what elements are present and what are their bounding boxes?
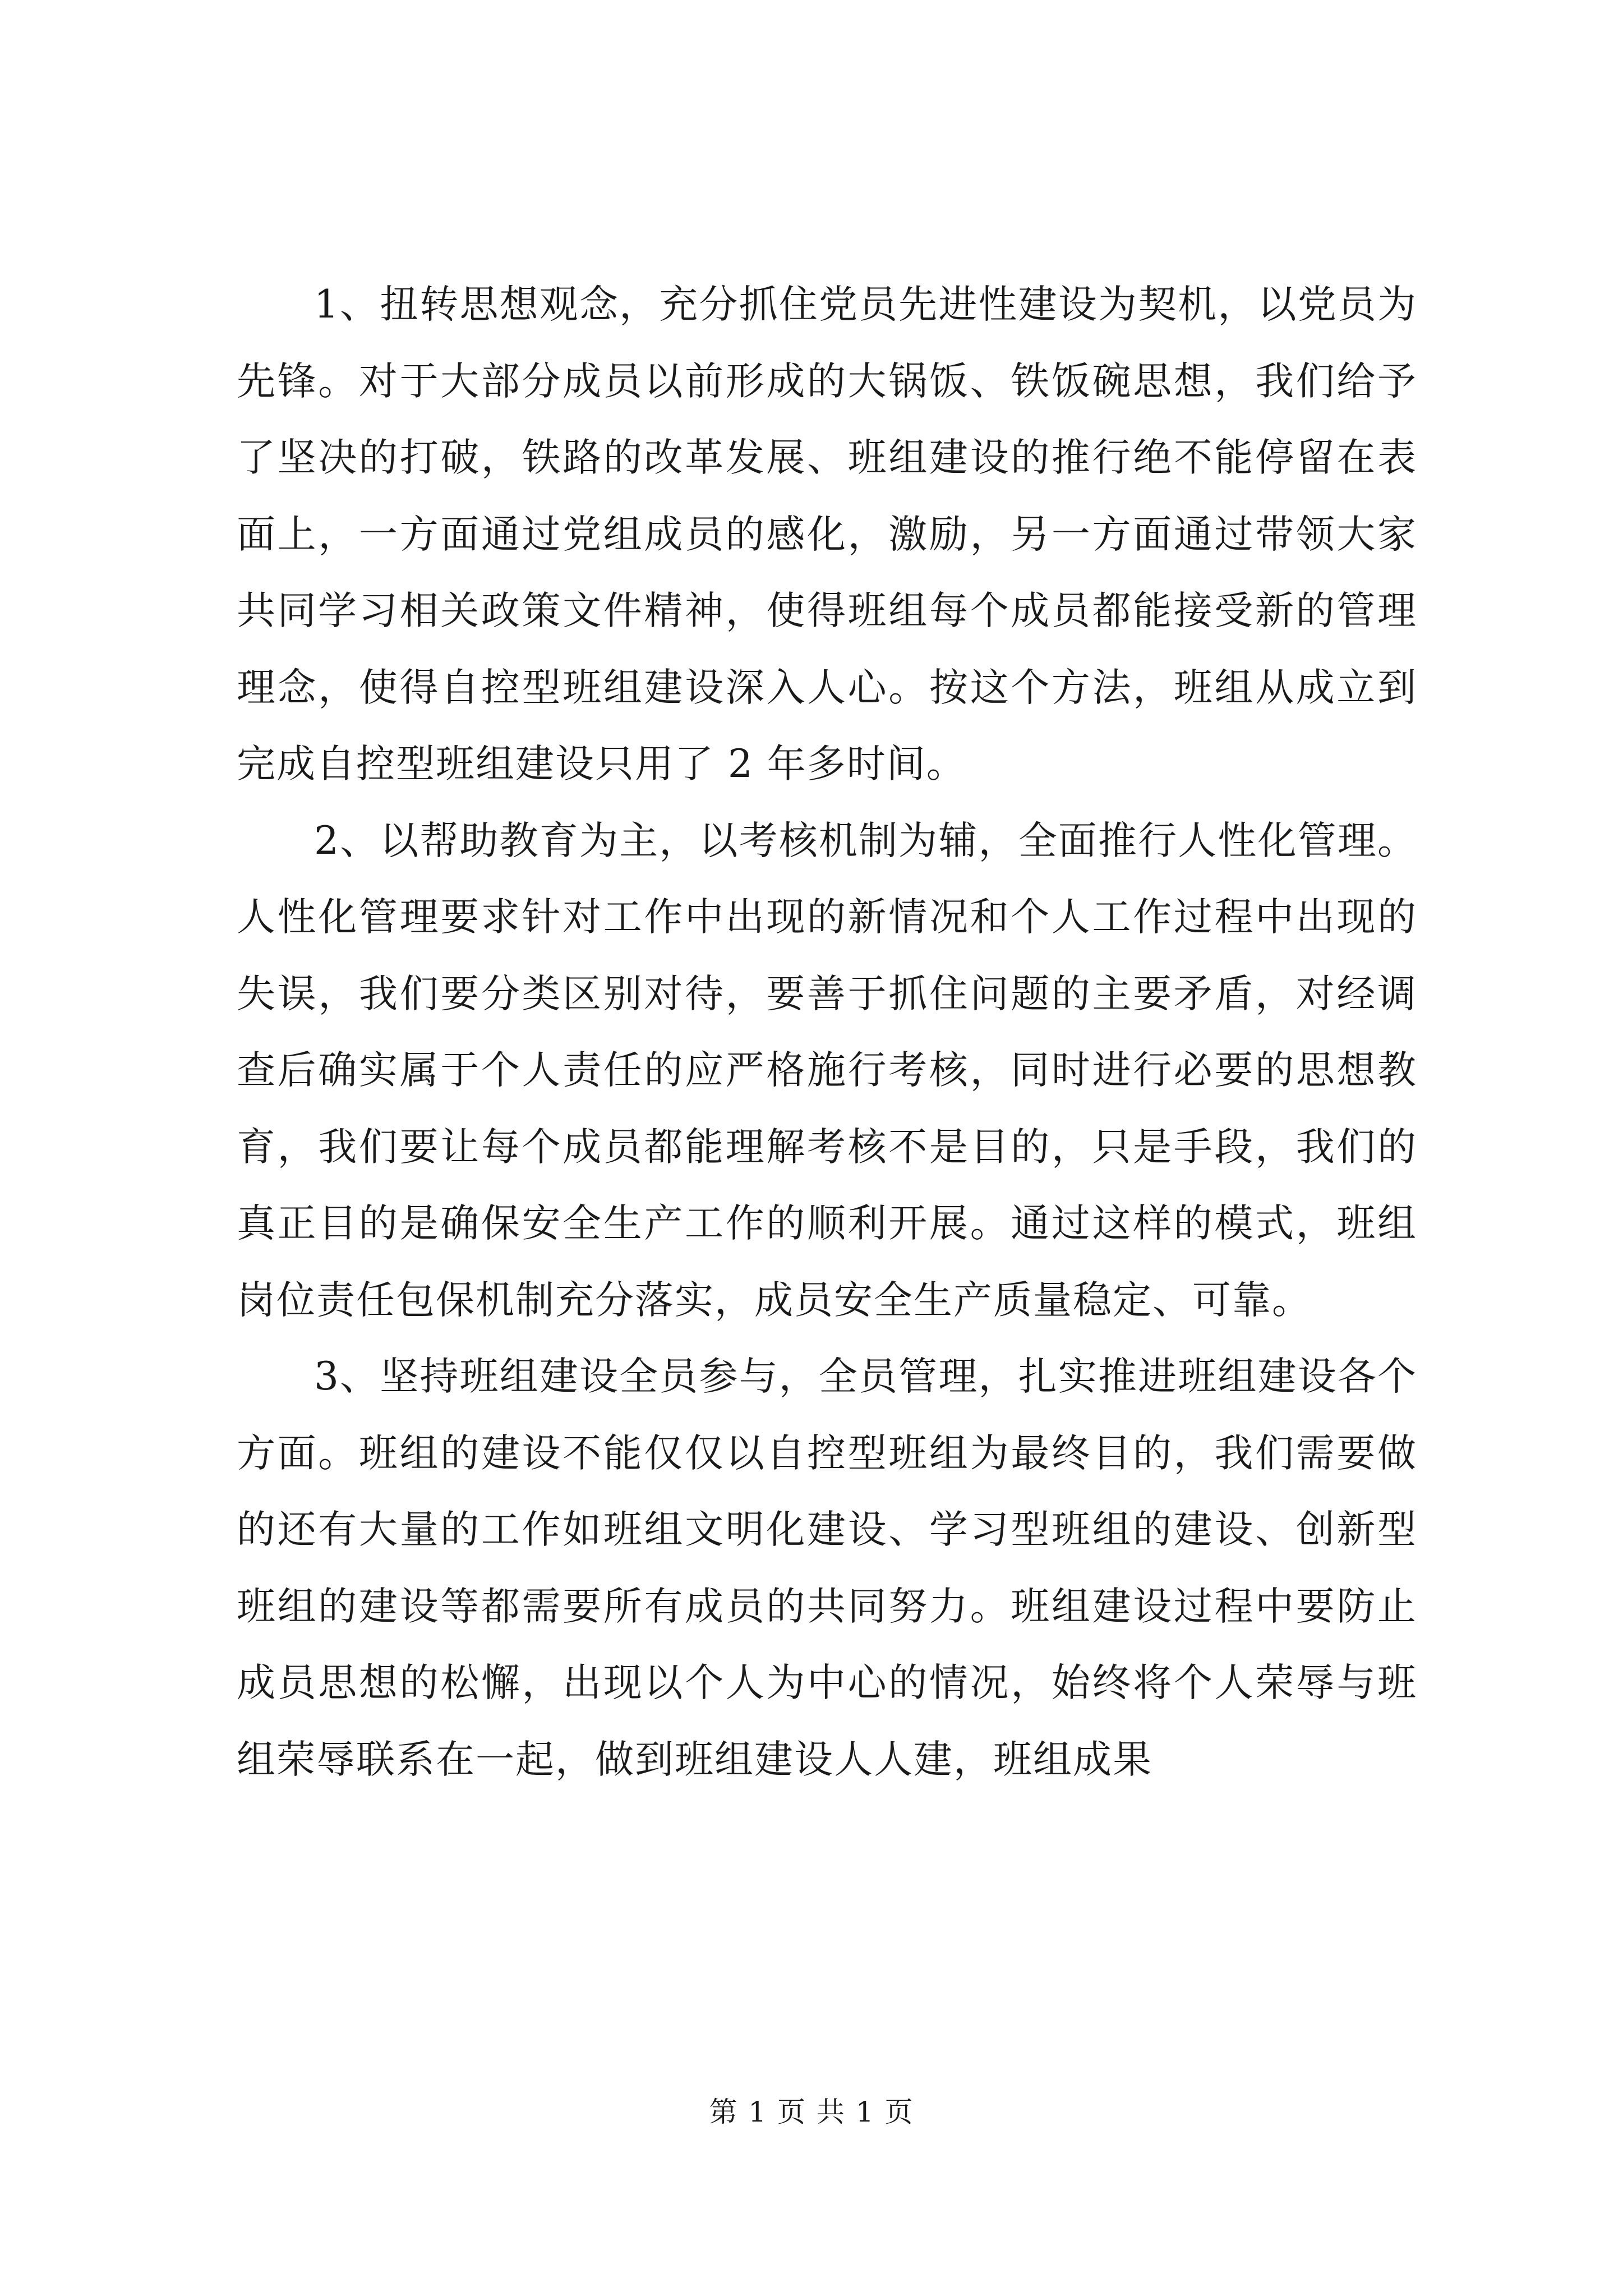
document-body bbox=[237, 266, 1417, 1798]
paragraph-3: 3、坚持班组建设全员参与，全员管理，扎实推进班组建设各个方面。班组的建设不能仅仅以自控型班组为最终目的，我们需要做的还有大量的工作如班组文明化建设、学习型班组的建设、创新型班组的建设等都需要所有成员的共同努力。班组建设过程中要防止成员思想的松懈，出现以个人为中心的情况，始终将个人荣辱与班组荣辱联系在一起，做到班组建设人人建，班组成果 bbox=[237, 1354, 1417, 1782]
page-footer: 第 1 页 共 1 页 bbox=[709, 2096, 914, 2128]
paragraph-1: 1、扭转思想观念，充分抓住党员先进性建设为契机，以党员为先锋。对于大部分成员以前形成的大锅饭、铁饭碗思想，我们给予了坚决的打破，铁路的改革发展、班组建设的推行绝不能停留在表面上，一方面通过党组成员的感化，激励，另一方面通过带领大家共同学习相关政策文件精神，使得班组每个成员都能接受新的管理理念，使得自控型班组建设深入人心。按这个方法，班组从成立到完成自控型班组建设只用了 2 年多时间。 bbox=[237, 282, 1417, 786]
paragraph-2: 2、以帮助教育为主，以考核机制为辅，全面推行人性化管理。人性化管理要求针对工作中出现的新情况和个人工作过程中出现的失误，我们要分类区别对待，要善于抓住问题的主要矛盾，对经调查后确实属于个人责任的应严格施行考核，同时进行必要的思想教育，我们要让每个成员都能理解考核不是目的，只是手段，我们的真正目的是确保安全生产工作的顺利开展。通过这样的模式，班组岗位责任包保机制充分落实，成员安全生产质量稳定、可靠。 bbox=[237, 818, 1417, 1323]
